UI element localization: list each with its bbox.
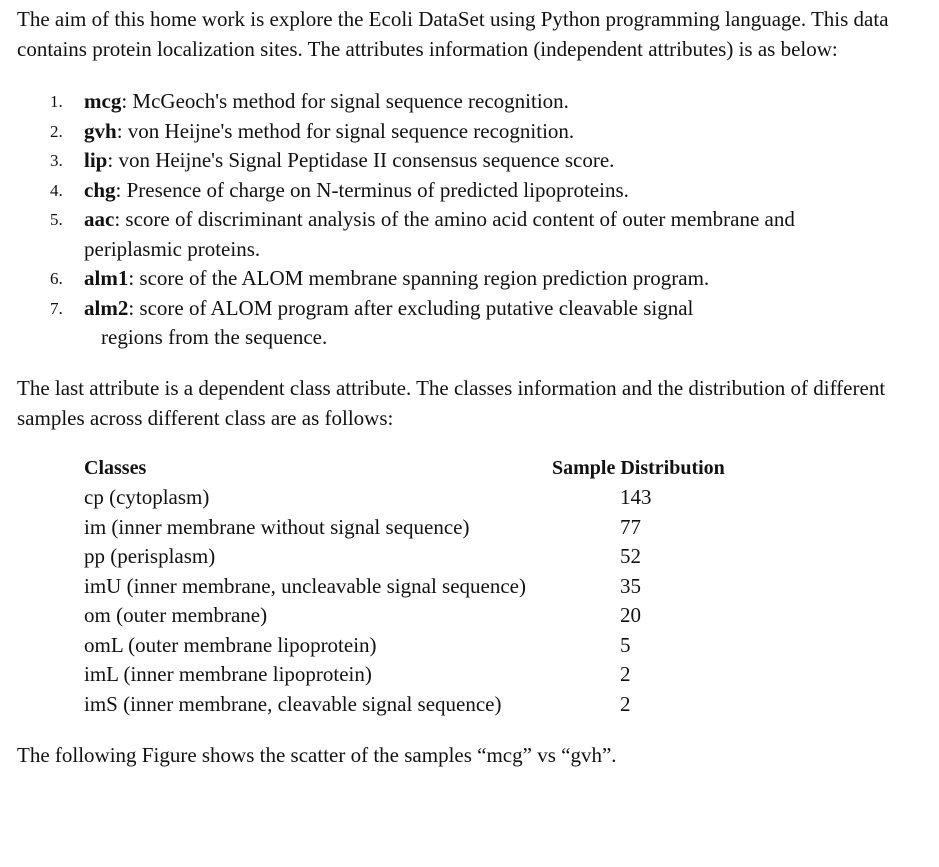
attribute-item [17, 117, 854, 147]
figure-paragraph: The following Figure shows the scatter of the samples “mcg” vs “gvh”. [17, 743, 617, 767]
class-distribution-table [84, 454, 725, 720]
class-cell: cp (cytoplasm) [84, 485, 210, 509]
attribute-item [17, 146, 854, 176]
class-cell: omL (outer membrane lipoprotein) [84, 632, 377, 657]
attribute-description: : von Heijne's Signal Peptidase II consensus sequence score. [107, 148, 615, 172]
attribute-name: aac [84, 207, 115, 231]
attribute-description-continued: regions from the sequence. [101, 325, 328, 349]
attribute-item [17, 87, 854, 117]
table-row [84, 483, 725, 513]
count-cell: 20 [620, 603, 641, 627]
header-sample-distribution: Sample Distribution [552, 456, 725, 479]
attribute-name: alm2 [84, 295, 129, 320]
attribute-item [17, 294, 854, 353]
attribute-description: : von Heijne's method for signal sequence recognition. [116, 118, 575, 143]
count-cell: 5 [620, 632, 631, 657]
class-cell: imS (inner membrane, cleavable signal sequence) [84, 691, 502, 716]
attribute-number: 2. [50, 121, 63, 141]
attribute-description: : McGeoch's method for signal sequence recognition. [121, 89, 569, 113]
attribute-name: gvh [84, 118, 117, 143]
document-page [17, 4, 917, 770]
attribute-name: alm1 [84, 266, 129, 290]
attribute-number: 4. [50, 180, 63, 200]
class-cell: om (outer membrane) [84, 603, 268, 627]
intro-paragraph: The aim of this home work is explore the Ecoli DataSet using Python programming language. This data contains protein localization sites. The attributes information (independent attributes) is as below: [17, 7, 889, 61]
table-row [84, 572, 725, 602]
count-cell: 2 [620, 662, 631, 686]
class-cell: pp (perisplasm) [84, 544, 216, 568]
count-cell: 52 [620, 544, 641, 568]
attribute-item [17, 176, 854, 206]
class-cell: imU (inner membrane, uncleavable signal sequence) [84, 573, 526, 598]
classes-paragraph: The last attribute is a dependent class attribute. The classes information and the distribution of different samples across different class are as follows: [17, 375, 886, 430]
attribute-name: lip [84, 148, 108, 172]
attribute-name: chg [84, 177, 116, 202]
attribute-description: : Presence of charge on N-terminus of predicted lipoproteins. [115, 177, 629, 202]
table-row [84, 542, 725, 572]
attribute-description: : score of discriminant analysis of the amino acid content of outer membrane and [114, 207, 795, 231]
attribute-number: 3. [50, 151, 63, 170]
class-cell: im (inner membrane without signal sequence) [84, 514, 470, 539]
table-row [84, 690, 725, 720]
attribute-name: mcg [84, 89, 122, 113]
header-classes: Classes [84, 456, 147, 479]
table-row [84, 631, 725, 661]
attribute-description: : score of ALOM program after excluding putative cleavable signal [128, 295, 694, 320]
count-cell: 2 [620, 691, 631, 716]
count-cell: 77 [620, 514, 641, 539]
table-row [84, 660, 725, 690]
table-row [84, 513, 725, 543]
attribute-number: 5. [50, 210, 63, 229]
attribute-number: 1. [50, 92, 63, 111]
count-cell: 143 [620, 485, 652, 509]
class-cell: imL (inner membrane lipoprotein) [84, 662, 372, 686]
count-cell: 35 [620, 573, 641, 598]
attribute-item [17, 205, 854, 264]
attribute-list [17, 87, 917, 353]
attribute-description: : score of the ALOM membrane spanning region prediction program. [128, 266, 710, 290]
attribute-item [17, 264, 854, 294]
table-row [84, 601, 725, 631]
attribute-number: 7. [50, 298, 63, 318]
attribute-number: 6. [50, 269, 63, 288]
table-header-row [84, 454, 725, 484]
attribute-description-continued: periplasmic proteins. [84, 236, 261, 261]
